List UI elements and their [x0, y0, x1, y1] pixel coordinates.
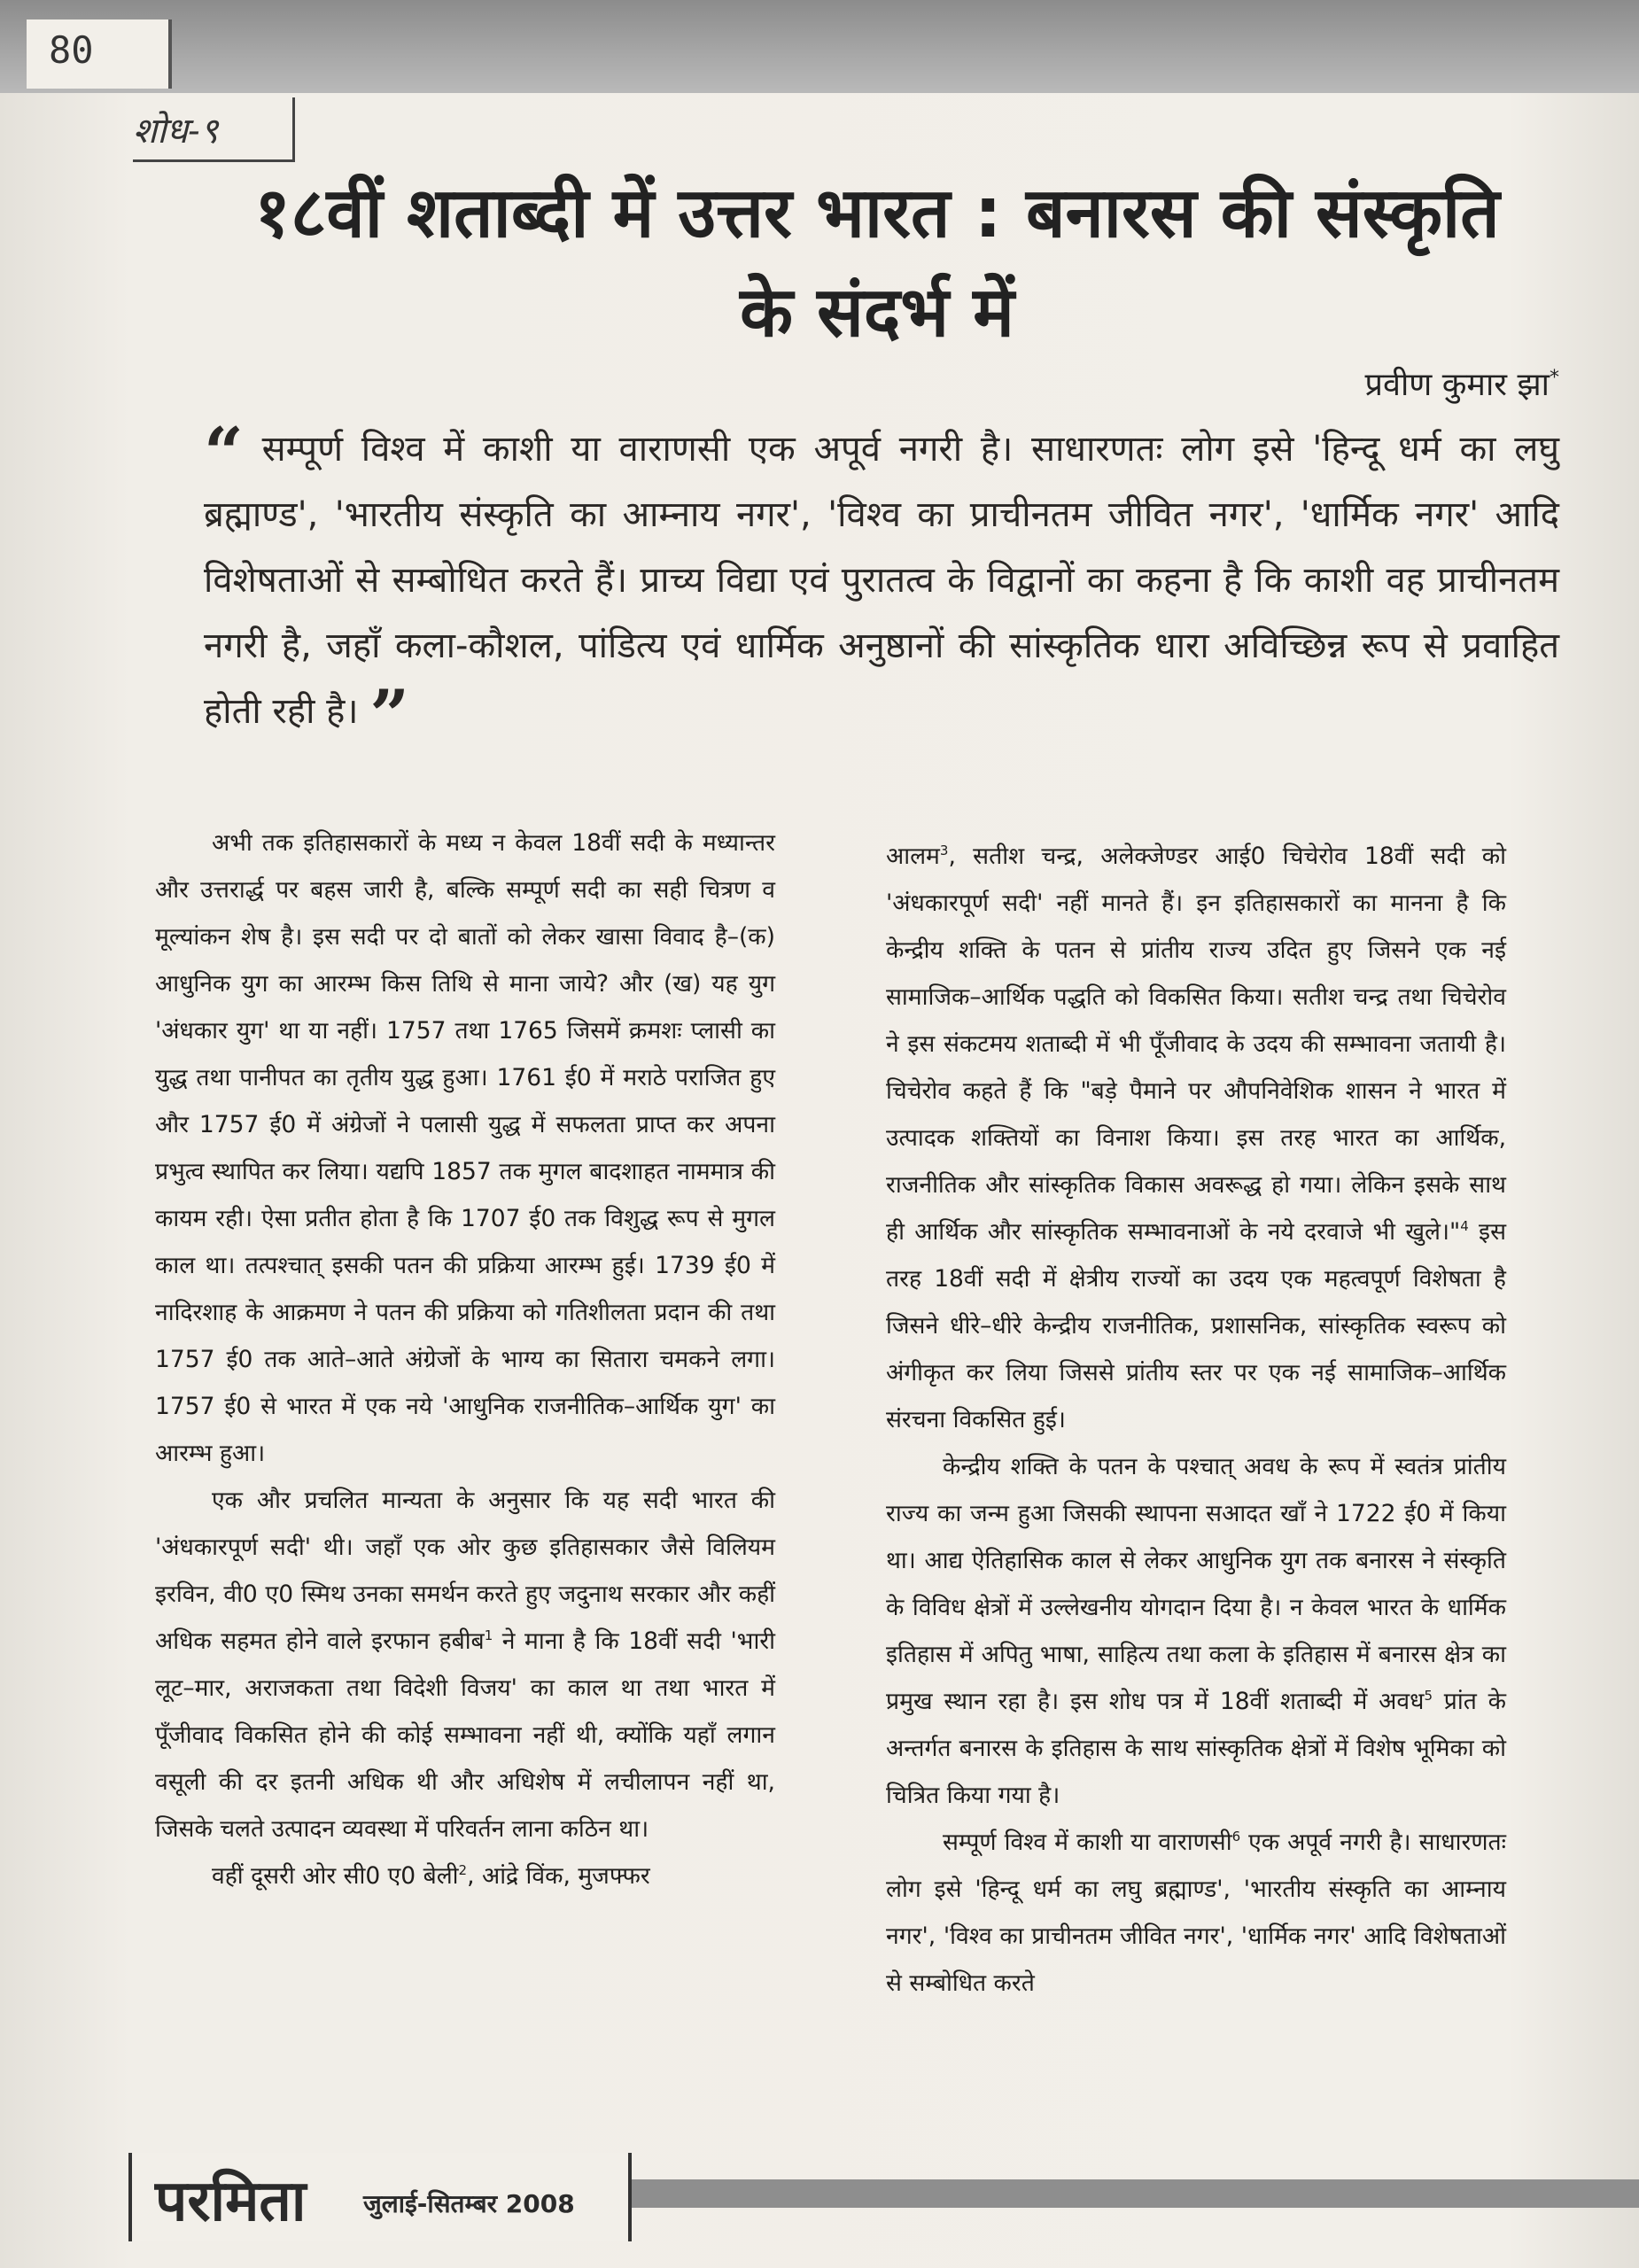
- issue-date: जुलाई-सितम्बर 2008: [363, 2189, 575, 2218]
- close-quote-mark: ”: [369, 675, 410, 756]
- paragraph-text: केन्द्रीय शक्ति के पतन के पश्चात् अवध के रूप में स्वतंत्र प्रांतीय राज्य का जन्म हुआ जिसकी स्थापना सआदत खाँ ने 1722 ई0 में किया था। आद्य ऐतिहासिक काल से लेकर आधुनिक युग तक बनारस ने संस्कृति के विविध क्षेत्रों में उल्लेखनीय योगदान दिया है। न केवल भारत के धार्मिक इतिहास में अपितु भाषा, साहित्य तथा कला के इतिहास में बनारस क्षेत्र का प्रमुख स्थान रहा है। इस शोध पत्र में 18वीं शताब्दी में अवध: [886, 1453, 1506, 1715]
- author-footnote-mark: *: [1550, 367, 1559, 389]
- paragraph: [155, 1852, 775, 1899]
- author-name: [1364, 361, 1559, 405]
- footnote-ref: 1: [484, 1627, 493, 1644]
- author-text: प्रवीण कुमार झा: [1364, 367, 1550, 403]
- paragraph: अभी तक इतिहासकारों के मध्य न केवल 18वीं सदी के मध्यान्तर और उत्तरार्द्ध पर बहस जारी है, बल्कि सम्पूर्ण सदी का सही चित्रण व मूल्यांकन शेष है। इस सदी पर दो बातों को लेकर खासा विवाद है–(क) आधुनिक युग का आरम्भ किस तिथि से माना जाये? और (ख) यह युग 'अंधकार युग' था या नहीं। 1757 तथा 1765 जिसमें क्रमशः प्लासी का युद्ध तथा पानीपत का तृतीय युद्ध हुआ। 1761 ई0 में मराठे पराजित हुए और 1757 ई0 में अंग्रेजों ने पलासी युद्ध में सफलता प्राप्त कर अपना प्रभुत्व स्थापित कर लिया। यद्यपि 1857 तक मुगल बादशाहत नाममात्र की कायम रही। ऐसा प्रतीत होता है कि 1707 ई0 तक विशुद्ध रूप से मुगल काल था। तत्पश्चात् इसकी पतन की प्रक्रिया आरम्भ हुई। 1739 ई0 में नादिरशाह के आक्रमण ने पतन की प्रक्रिया को गतिशीलता प्रदान की तथा 1757 ई0 तक आते–आते अंग्रेजों के भाग्य का सितारा चमकने लगा। 1757 ई0 से भारत में एक नये 'आधुनिक राजनीतिक–आर्थिक युग' का आरम्भ हुआ।: [155, 829, 775, 1467]
- paragraph-text: इस तरह 18वीं सदी में क्षेत्रीय राज्यों का उदय एक महत्वपूर्ण विशेषता है जिसने धीरे–धीरे केन्द्रीय राजनीतिक, प्रशासनिक, सांस्कृतिक स्वरूप को अंगीकृत कर लिया जिससे प्रांतीय स्तर पर एक नई सामाजिक–आर्थिक संरचना विकसित हुई।: [886, 1218, 1506, 1433]
- paragraph: [886, 1819, 1506, 2007]
- journal-name: परमिता: [155, 2169, 307, 2234]
- header-band: [0, 0, 1639, 93]
- paragraph-text: आलम: [886, 843, 940, 870]
- footnote-ref: 4: [1460, 1218, 1469, 1235]
- footnote-ref: 5: [1424, 1688, 1433, 1705]
- paragraph-text: एक अपूर्व नगरी है। साधारणतः लोग इसे 'हिन्दू धर्म का लघु ब्रह्माण्ड', 'भारतीय संस्कृति का आम्नाय नगर', 'विश्व का प्राचीनतम जीवित नगर', 'धार्मिक नगर' आदि विशेषताओं से सम्बोधित करते: [886, 1829, 1506, 1997]
- left-column: [155, 819, 775, 1899]
- paragraph-text: वहीं दूसरी ओर सी0 ए0 बेली: [212, 1862, 459, 1890]
- paragraph-text: एक और प्रचलित मान्यता के अनुसार कि यह सदी भारत की 'अंधकारपूर्ण सदी' थी। जहाँ एक ओर कुछ इतिहासकार जैसे विलियम इरविन, वी0 ए0 स्मिथ उनका समर्थन करते हुए जदुनाथ सरकार और कहीं अधिक सहमत होने वाले इरफान हबीब: [155, 1487, 775, 1655]
- paragraph: [886, 833, 1506, 1443]
- paragraph-text: ने माना है कि 18वीं सदी 'भारी लूट–मार, अराजकता तथा विदेशी विजय' का काल था तथा भारत में पूँजीवाद विकसित होने की कोई सम्भावना नहीं थी, क्योंकि यहाँ लगान वसूली की दर इतनी अधिक थी और अधिशेष में लचीलापन नहीं था, जिसके चलते उत्पादन व्यवस्था में परिवर्तन लाना कठिन था।: [155, 1627, 776, 1843]
- page-number: 80: [49, 28, 94, 72]
- paragraph-text: प्रांत के अन्तर्गत बनारस के इतिहास के साथ सांस्कृतिक क्षेत्रों में विशेष भूमिका को चित्रित किया गया है।: [886, 1688, 1506, 1809]
- section-tag: शोध-९: [133, 111, 219, 151]
- paragraph-text: , आंद्रे विंक, मुजफ्फर: [467, 1862, 650, 1890]
- right-column: [886, 833, 1506, 2007]
- article-title: १८वीं शताब्दी में उत्तर भारत : बनारस की संस्कृति के संदर्भ में: [254, 174, 1500, 353]
- open-quote-mark: “: [204, 413, 244, 493]
- footnote-ref: 2: [458, 1862, 468, 1879]
- footnote-ref: 6: [1231, 1829, 1241, 1845]
- footnote-ref: 3: [939, 843, 949, 859]
- paragraph: [886, 1443, 1506, 1819]
- pull-quote: [204, 413, 1559, 756]
- paragraph-text: , सतीश चन्द्र, अलेक्जेण्डर आई0 चिचेरोव 18वीं सदी को 'अंधकारपूर्ण सदी' नहीं मानते हैं। इन इतिहासकारों का मानना है कि केन्द्रीय शक्ति के पतन से प्रांतीय राज्य उदित हुए जिसने एक नई सामाजिक–आर्थिक पद्धति को विकसित किया। सतीश चन्द्र तथा चिचेरोव ने इस संकटमय शताब्दी में भी पूँजीवाद के उदय की सम्भावना जतायी है। चिचेरोव कहते हैं कि "बड़े पैमाने पर औपनिवेशिक शासन ने भारत में उत्पादक शक्तियों का विनाश किया। इस तरह भारत का आर्थिक, राजनीतिक और सांस्कृतिक विकास अवरूद्ध हो गया। लेकिन इसके साथ ही आर्थिक और सांस्कृतिक सम्भावनाओं के नये दरवाजे भी खुले।": [886, 843, 1506, 1246]
- paragraph: [155, 1477, 775, 1852]
- paragraph-text: सम्पूर्ण विश्व में काशी या वाराणसी: [943, 1829, 1232, 1856]
- pull-quote-text: सम्पूर्ण विश्व में काशी या वाराणसी एक अपूर्व नगरी है। साधारणतः लोग इसे 'हिन्दू धर्म का लघु ब्रह्माण्ड', 'भारतीय संस्कृति का आम्नाय नगर', 'विश्व का प्राचीनतम जीवित नगर', 'धार्मिक नगर' आदि विशेषताओं से सम्बोधित करते हैं। प्राच्य विद्या एवं पुरातत्व के विद्वानों का कहना है कि काशी वह प्राचीनतम नगरी है, जहाँ कला-कौशल, पांडित्य एवं धार्मिक अनुष्ठानों की सांस्कृतिक धारा अविच्छिन्न रूप से प्रवाहित होती रही है।: [204, 429, 1559, 732]
